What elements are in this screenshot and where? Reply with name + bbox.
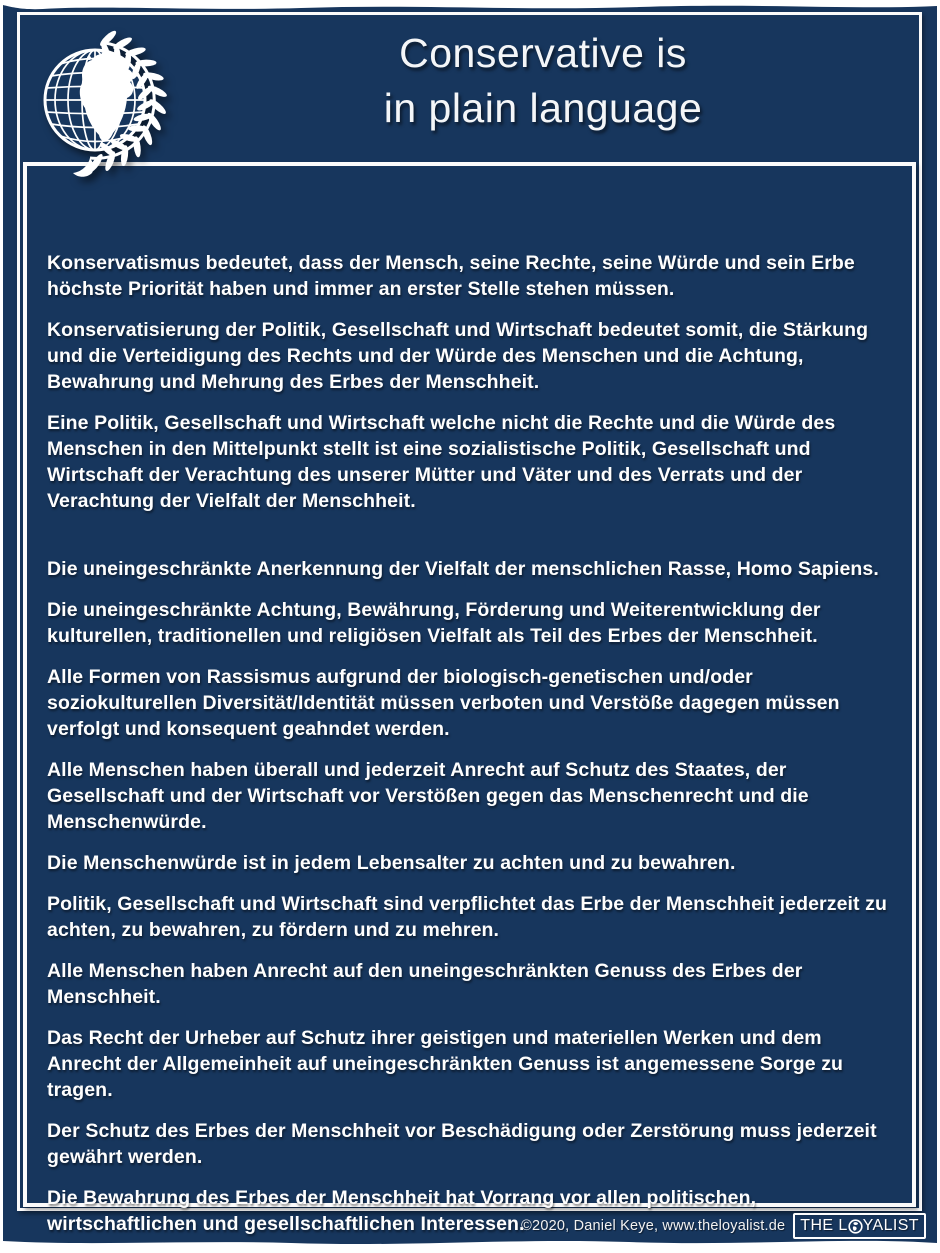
principles-section [47,529,897,1237]
poster-title-line2: in plain language [383,85,703,131]
body-paragraph: Alle Formen von Rassismus aufgrund der biologisch-genetischen und/oder soziokulturellen Diversität/Identität müssen verboten und Verstöße dagegen müssen verfolgt und konsequent geahndet werden. [47,666,840,740]
body-paragraph: Konservatismus bedeutet, dass der Mensch, seine Rechte, seine Würde und sein Erbe höchste Priorität haben und immer an erster Stelle stehen müssen. [47,252,855,300]
body-paragraph: Das Recht der Urheber auf Schutz ihrer geistigen und materiellen Werken und dem Anrecht der Allgemeinheit auf uneingeschränkten Genuss ist angemessene Sorge zu tragen. [47,1027,844,1101]
body-paragraph: Die Menschenwürde ist in jedem Lebensalter zu achten und zu bewahren. [47,852,736,874]
footer [521,1211,926,1241]
brand-text-prefix: THE L [800,1217,848,1234]
globe-icon [848,1219,863,1234]
the-loyalist-badge [793,1213,926,1239]
intro-section [47,250,897,514]
poster-background [3,0,937,1253]
body-paragraph: Die Bewahrung des Erbes der Menschheit hat Vorrang vor allen politischen, wirtschaftlichen und gesellschaftlichen Interessen. [47,1187,757,1235]
body-paragraph: Eine Politik, Gesellschaft und Wirtschaft welche nicht die Rechte und die Würde des Menschen in den Mittelpunkt stellt ist eine sozialistische Politik, Gesellschaft und Wirtschaft der Verachtung des unserer Mütter und Väter und des Verrats und der Verachtung der Vielfalt der Menschheit. [47,412,836,512]
body-paragraph: Alle Menschen haben überall und jederzeit Anrecht auf Schutz des Staates, der Gesellschaft und der Wirtschaft vor Verstößen gegen das Menschenrecht und die Menschenwürde. [47,759,809,833]
poster-title [175,26,911,136]
poster-body [47,250,897,1252]
body-paragraph: Die uneingeschränkte Achtung, Bewährung, Förderung und Weiterentwicklung der kulturellen, traditionellen und religiösen Vielfalt als Teil des Erbes der Menschheit. [47,599,821,647]
body-paragraph: Alle Menschen haben Anrecht auf den uneingeschränkten Genuss des Erbes der Menschheit. [47,960,803,1008]
copyright-credit: ©2020, Daniel Keye, www.theloyalist.de [521,1218,786,1234]
body-paragraph: Politik, Gesellschaft und Wirtschaft sind verpflichtet das Erbe der Menschheit jederzeit zu achten, zu bewahren, zu fördern und zu mehren. [47,893,888,941]
globe-laurel-emblem-icon [19,12,171,184]
brand-text-suffix: YALIST [862,1217,919,1234]
body-paragraph: Konservatisierung der Politik, Gesellschaft und Wirtschaft bedeutet somit, die Stärkung und die Verteidigung des Rechts und der Würde des Menschen und die Achtung, Bewahrung und Mehrung des Erbes der Menschheit. [47,319,869,393]
poster-title-line1: Conservative is [399,30,687,76]
body-paragraph: Der Schutz des Erbes der Menschheit vor Beschädigung oder Zerstörung muss jederzeit gewährt werden. [47,1120,877,1168]
body-paragraph: Die uneingeschränkte Anerkennung der Vielfalt der menschlichen Rasse, Homo Sapiens. [47,558,879,580]
